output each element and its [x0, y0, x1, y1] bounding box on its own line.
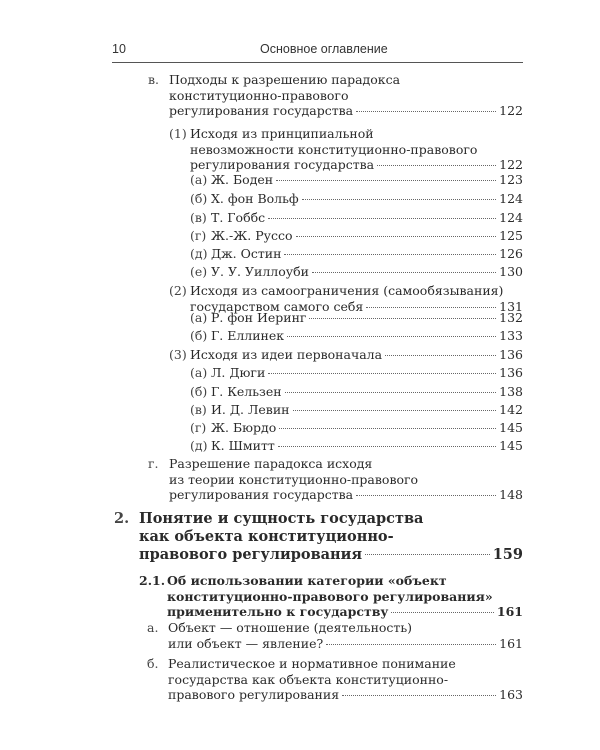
toc-entry-text: регулирования государства [190, 157, 375, 173]
toc-entry-text: Реалистическое и нормативное понимание [168, 656, 456, 671]
toc-page-number: 126 [499, 246, 523, 261]
leader-dots [309, 317, 496, 319]
toc-entry-text: Исходя из самоограничения (самообязывания) [190, 283, 504, 298]
leader-dots [312, 271, 496, 273]
leader-dots [391, 611, 493, 613]
toc-entry-text: Л. Дюги [211, 365, 266, 380]
toc-entry-text: Объект — отношение (деятельность) [168, 620, 413, 635]
leader-dots [366, 306, 496, 308]
toc-entry-text: И. Д. Левин [211, 402, 290, 417]
toc-entry-label: (а) [190, 172, 208, 187]
toc-entry-label: 2.1. [139, 573, 166, 588]
leader-dots [285, 391, 497, 393]
toc-page-number: 142 [499, 402, 523, 417]
toc-page-number: 130 [499, 264, 523, 279]
toc-entry-text: У. У. Уиллоуби [211, 264, 309, 279]
leader-dots [276, 179, 496, 181]
toc-entry-text: правового регулирования [168, 687, 340, 703]
leader-dots [356, 110, 496, 112]
toc-entry-text: Г. Кельзен [211, 384, 282, 399]
toc-entry-text: как объекта конституционно- [139, 528, 394, 545]
toc-entry-label: (е) [190, 264, 208, 279]
leader-dots [268, 217, 496, 219]
toc-entry-text: из теории конституционно-правового [169, 471, 419, 487]
toc-entry-label: б. [147, 656, 159, 671]
toc-entry-text: Р. фон Иеринг [211, 310, 307, 325]
toc-entry-text: государством самого себя [190, 298, 364, 314]
leader-dots [385, 354, 496, 356]
toc-entry-label: а. [147, 620, 159, 635]
toc-entry-text: Г. Еллинек [211, 328, 285, 343]
toc-entry-text: Ж.-Ж. Руссо [211, 228, 293, 243]
toc-page-number: 136 [499, 365, 523, 380]
toc-entry-label: г. [148, 456, 159, 471]
toc-entry-text: конституционно-правового регулирования» [167, 588, 493, 604]
toc-entry-label: (г) [190, 228, 207, 243]
toc-entry-label: (а) [190, 310, 208, 325]
toc-entry-label: в. [148, 72, 160, 87]
toc-entry-label: (г) [190, 420, 207, 435]
toc-page-number: 124 [499, 210, 523, 225]
toc-entry-text: Т. Гоббс [211, 210, 266, 225]
leader-dots [302, 198, 496, 200]
page-number: 10 [112, 42, 126, 56]
leader-dots [279, 427, 496, 429]
toc-page-number: 125 [499, 228, 523, 243]
toc-entry-label: (3) [169, 347, 187, 362]
toc-page-number: 138 [499, 384, 523, 399]
toc-entry-label: (а) [190, 365, 208, 380]
toc-page-number: 159 [492, 546, 523, 563]
toc-entry-text: или объект — явление? [168, 635, 324, 651]
toc-page-number: 132 [499, 310, 523, 325]
toc-entry-label: (1) [169, 126, 187, 141]
toc-page-number: 145 [499, 420, 523, 435]
leader-dots [296, 235, 497, 237]
toc-page-number: 145 [499, 438, 523, 453]
leader-dots [377, 164, 496, 166]
toc-entry-text: регулирования государства [169, 103, 354, 119]
leader-dots [326, 643, 496, 645]
toc-entry-label: (б) [190, 384, 208, 399]
leader-dots [356, 494, 496, 496]
toc-page-number: 133 [499, 328, 523, 343]
toc-entry-label: (б) [190, 191, 208, 206]
toc-entry-text: конституционно-правового [169, 87, 349, 103]
toc-page-number: 122 [499, 103, 523, 119]
toc-page-number: 123 [499, 172, 523, 187]
leader-dots [342, 694, 496, 696]
toc-entry-text: применительно к государству [167, 604, 389, 620]
toc-page-number: 122 [499, 157, 523, 173]
leader-dots [278, 445, 496, 447]
toc-entry-text: Х. фон Вольф [211, 191, 299, 206]
toc-entry-text: Исходя из идеи первоначала [190, 347, 383, 362]
toc-entry-text: Об использовании категории «объект [167, 573, 447, 588]
toc-entry-label: (д) [190, 246, 208, 261]
leader-dots [365, 553, 490, 555]
toc-entry-text: Исходя из принципиальной [190, 126, 374, 141]
toc-entry-text: Дж. Остин [211, 246, 282, 261]
leader-dots [293, 409, 497, 411]
toc-page-number: 161 [499, 635, 523, 651]
toc-entry-text: государства как объекта конституционно- [168, 671, 449, 687]
toc-page-number: 163 [499, 687, 523, 703]
toc-page-number: 131 [499, 298, 523, 314]
toc-entry-text: Подходы к разрешению парадокса [169, 72, 401, 87]
toc-entry-text: невозможности конституционно-правового [190, 141, 478, 157]
toc-entry-label: (2) [169, 283, 187, 298]
toc-entry-label: (д) [190, 438, 208, 453]
toc-page-number: 148 [499, 487, 523, 503]
toc-page-number: 136 [499, 347, 523, 362]
toc-entry-text: К. Шмитт [211, 438, 275, 453]
toc-page-number: 124 [499, 191, 523, 206]
leader-dots [284, 253, 496, 255]
toc-entry-text: Ж. Боден [211, 172, 274, 187]
toc-page-number: 161 [496, 604, 523, 620]
toc-entry-text: правового регулирования [139, 546, 363, 563]
toc-entry-text: регулирования государства [169, 487, 354, 503]
running-title: Основное оглавление [260, 42, 388, 56]
toc-entry-label: 2. [114, 510, 130, 527]
toc-entry-text: Ж. Бюрдо [211, 420, 277, 435]
toc-entry-label: (в) [190, 210, 207, 225]
running-header [112, 40, 523, 63]
toc-entry-label: (б) [190, 328, 208, 343]
toc-entry-label: (в) [190, 402, 207, 417]
leader-dots [287, 335, 496, 337]
leader-dots [268, 372, 496, 374]
toc-entry-text: Разрешение парадокса исходя [169, 456, 373, 471]
toc-entry-text: Понятие и сущность государства [139, 510, 424, 527]
